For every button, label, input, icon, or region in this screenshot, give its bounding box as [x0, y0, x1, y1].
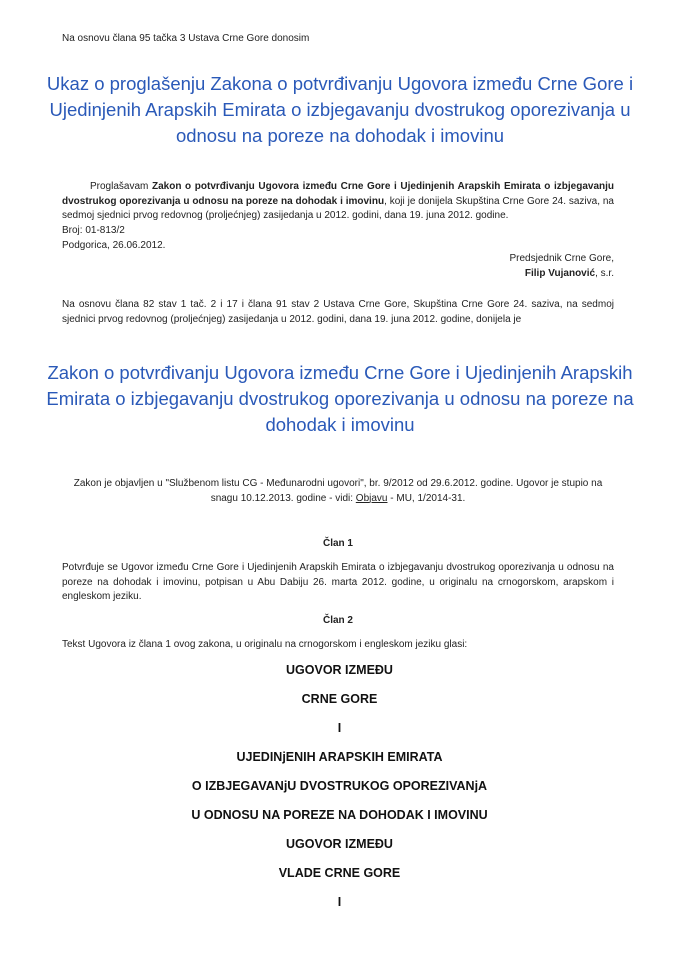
intro-line: Na osnovu člana 95 tačka 3 Ustava Crne Gore donosim — [62, 33, 310, 44]
proclamation-paragraph — [62, 180, 614, 224]
proclamation-law-name: Zakon o potvrđivanju Ugovora između Crne Gore i Ujedinjenih Arapskih Emirata o izbjegavanju dvostrukog oporezivanja u odnosu na poreze na dohodak i imovinu — [62, 181, 614, 207]
treaty-line: UJEDINjENIH ARAPSKIH EMIRATA — [236, 750, 443, 764]
basis-paragraph: Na osnovu člana 82 stav 1 tač. 2 i 17 i člana 91 stav 2 Ustava Crne Gore, Skupština Crne Gore 24. saziva, na sedmoj sjednici prvog redovnog (proljećnjeg) zasijedanja u 2012. godini, dana 19. juna 2012. godine, donijela je — [62, 299, 614, 325]
treaty-line: UGOVOR IZMEĐU — [286, 837, 393, 851]
broj-number: Broj: 01-813/2 — [62, 225, 125, 236]
publication-link[interactable]: Objavu — [355, 492, 388, 504]
publication-note — [62, 477, 614, 506]
signature-role: Predsjednik Crne Gore, — [509, 253, 614, 264]
signature-suffix: , s.r. — [595, 268, 614, 279]
treaty-line: O IZBJEGAVANjU DVOSTRUKOG OPOREZIVANjA — [191, 779, 488, 793]
place-date: Podgorica, 26.06.2012. — [62, 240, 166, 251]
treaty-line: CRNE GORE — [301, 692, 378, 706]
proclamation-rest: , koji je donijela Skupština Crne Gore 24. saziva, na sedmoj sjednici prvog redovnog (proljećnjeg) zasijedanja u 2012. godini, dana 19. juna 2012. godine. — [62, 195, 614, 221]
signature-name: Filip Vujanović — [524, 268, 596, 279]
treaty-line: I — [337, 721, 342, 735]
article-1-text: Potvrđuje se Ugovor između Crne Gore i Ujedinjenih Arapskih Emirata o izbjegavanju dvostrukog oporezivanja u odnosu na poreze na dohodak i imovinu, potpisan u Abu Dabiju 26. marta 2012. godine, u originalu na crnogorskom, arapskom i engleskom jeziku. — [62, 562, 614, 602]
treaty-line: U ODNOSU NA POREZE NA DOHODAK I IMOVINU — [191, 808, 488, 822]
ukaz-title: Ukaz o proglašenju Zakona o potvrđivanju Ugovora između Crne Gore i Ujedinjenih Arapskih Emirata o izbjegavanju dvostrukog oporezivanja u odnosu na poreze na dohodak i imovinu — [46, 73, 634, 146]
treaty-line: I — [337, 895, 342, 909]
publication-text-before: Zakon je objavljen u "Službenom listu CG - Međunarodni ugovori", br. 9/2012 od 29.6.2012. godine. Ugovor je stupio na snagu 10.12.2013. godine - vidi: — [73, 478, 603, 504]
treaty-line: UGOVOR IZMEĐU — [286, 663, 393, 677]
law-title: Zakon o potvrđivanju Ugovora između Crne Gore i Ujedinjenih Arapskih Emirata o izbjegavanju dvostrukog oporezivanja u odnosu na poreze na dohodak i imovinu — [46, 362, 634, 435]
article-2-text: Tekst Ugovora iz člana 1 ovog zakona, u originalu na crnogorskom i engleskom jeziku glasi: — [62, 639, 468, 650]
publication-text-after: - MU, 1/2014-31. — [387, 492, 466, 504]
proclamation-lead: Proglašavam — [90, 181, 152, 192]
article-1-heading: Član 1 — [322, 538, 353, 549]
treaty-line: VLADE CRNE GORE — [278, 866, 401, 880]
article-2-heading: Član 2 — [322, 615, 353, 626]
signature — [525, 267, 614, 282]
